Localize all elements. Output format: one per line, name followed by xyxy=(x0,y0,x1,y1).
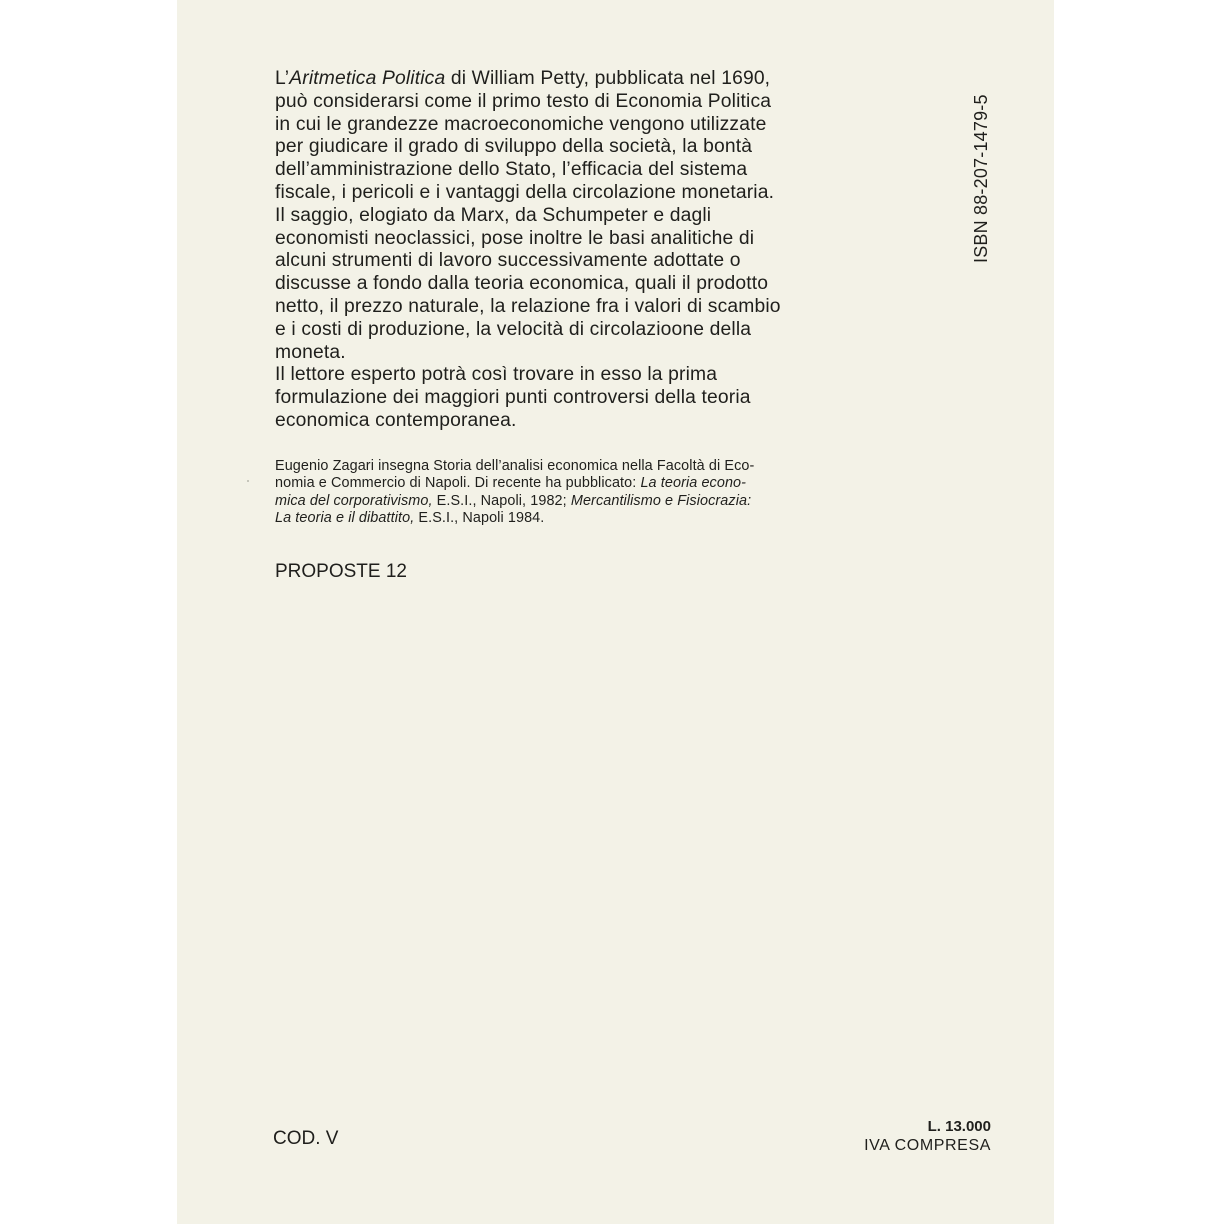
author-bio-line xyxy=(275,510,915,527)
publication-title: La teoria e il dibattito, xyxy=(275,509,415,526)
description-line: economica contemporanea. xyxy=(275,409,517,431)
author-bio-text: nomia e Commercio di Napoli. Di recente ha pubblicato: xyxy=(275,475,641,492)
tax-note: IVA COMPRESA xyxy=(864,1137,991,1154)
author-bio-text: E.S.I., Napoli, 1982; xyxy=(432,492,571,509)
description-line: formulazione dei maggiori punti controversi della teoria xyxy=(275,387,751,409)
description-line: alcuni strumenti di lavoro successivamente adottate o xyxy=(275,250,741,272)
publication-title: Mercantilismo e Fisiocrazia: xyxy=(570,492,752,509)
description-line: dell’amministrazione dello Stato, l’efficacia del sistema xyxy=(275,159,748,181)
author-bio xyxy=(275,458,915,527)
publication-title: mica del corporativismo, xyxy=(275,492,433,509)
price-amount: L. 13.000 xyxy=(927,1118,991,1135)
description-line: e i costi di produzione, la velocità di circolazioone della xyxy=(275,318,752,340)
author-bio-line xyxy=(275,475,915,492)
description-line: per giudicare il grado di sviluppo della società, la bontà xyxy=(275,136,753,158)
paper-speck xyxy=(247,480,249,482)
description-line: fiscale, i pericoli e i vantaggi della circolazione monetaria. xyxy=(275,181,775,203)
description-line: Il lettore esperto potrà così trovare in esso la prima xyxy=(275,364,718,386)
author-bio-line xyxy=(275,493,915,510)
isbn-number: ISBN 88-207-1479-5 xyxy=(971,94,991,263)
description-text: L’ xyxy=(275,68,290,89)
description-line: moneta. xyxy=(275,341,346,363)
price-block xyxy=(864,1117,991,1155)
description-line: economisti neoclassici, pose inoltre le basi analitiche di xyxy=(275,227,755,249)
description-line: discusse a fondo dalla teoria economica, quali il prodotto xyxy=(275,273,769,295)
series-label: PROPOSTE 12 xyxy=(275,561,407,582)
description-line xyxy=(275,68,915,91)
author-bio-text: E.S.I., Napoli 1984. xyxy=(414,509,545,526)
product-code: COD. V xyxy=(273,1128,339,1149)
description-line: in cui le grandezze macroeconomiche vengono utilizzate xyxy=(275,113,767,135)
description-text: di William Petty, pubblicata nel 1690, xyxy=(445,68,771,89)
book-description xyxy=(275,68,915,433)
book-title-italic: Aritmetica Politica xyxy=(289,68,446,89)
author-bio-line: Eugenio Zagari insegna Storia dell’analisi economica nella Facoltà di Eco- xyxy=(275,458,755,474)
publication-title: La teoria econo- xyxy=(640,475,747,492)
description-line: Il saggio, elogiato da Marx, da Schumpeter e dagli xyxy=(275,204,712,226)
description-line: netto, il prezzo naturale, la relazione fra i valori di scambio xyxy=(275,295,781,317)
description-line: può considerarsi come il primo testo di Economia Politica xyxy=(275,90,772,112)
